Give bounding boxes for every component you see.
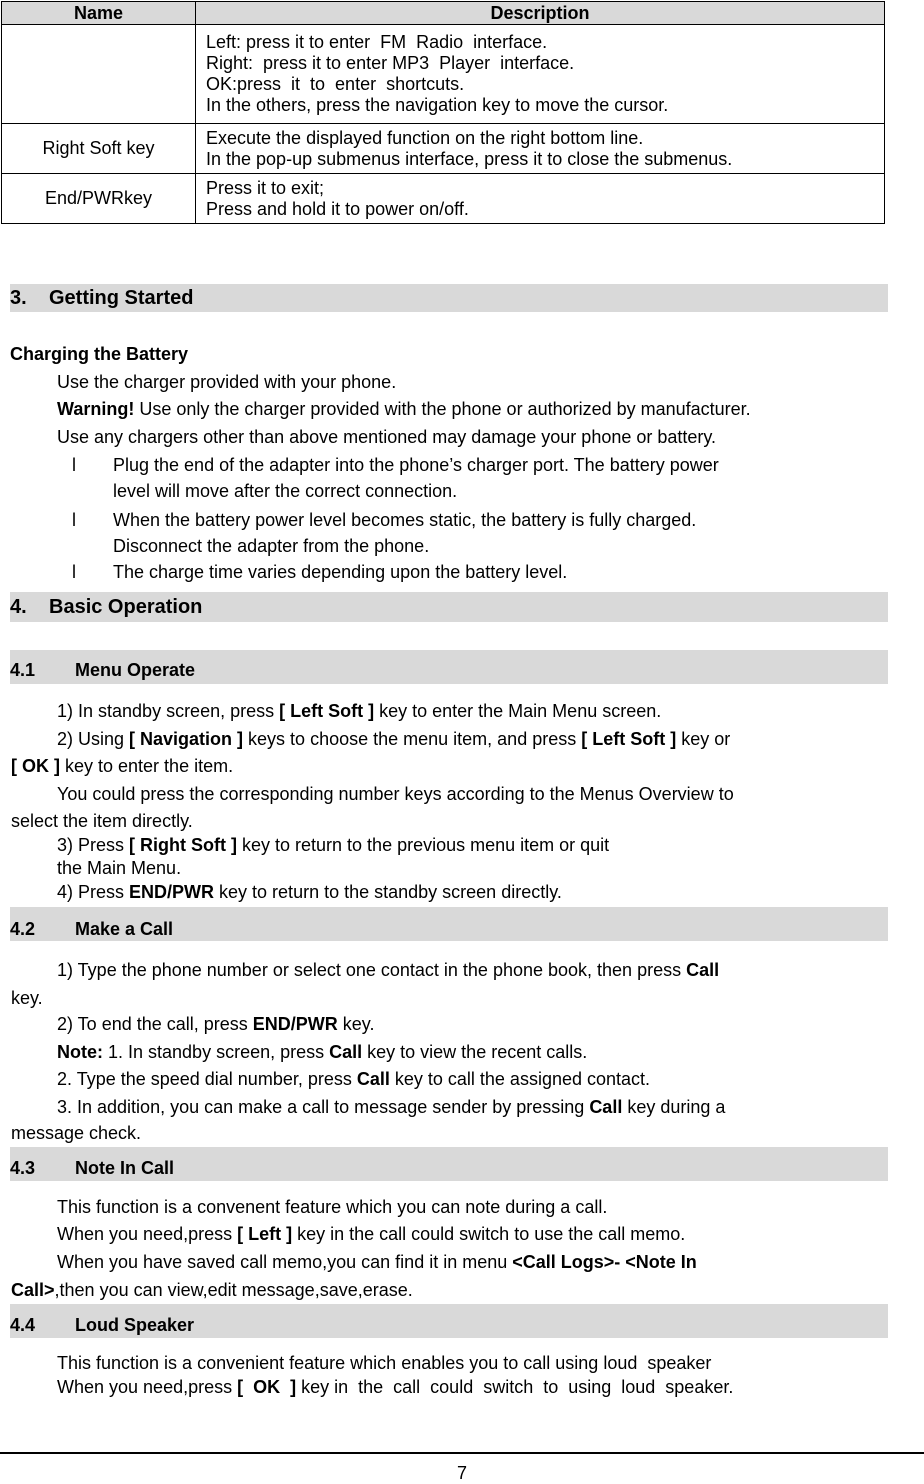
description-line: OK:press it to enter shortcuts. <box>206 74 465 94</box>
key-name-cell: End/PWRkey <box>2 174 196 224</box>
text-run: key or <box>676 729 731 749</box>
bullet-line: Plug the end of the adapter into the phone’s charger port. The battery power <box>113 455 719 475</box>
paragraph-line <box>11 755 233 777</box>
key-label: [ Right Soft ] <box>129 835 237 855</box>
key-name-cell <box>2 25 196 124</box>
text-run: 3. In addition, you can make a call to message sender by pressing <box>57 1097 590 1117</box>
text-run: 1. In standby screen, press <box>103 1042 330 1062</box>
paragraph-line: This function is a convenient feature which enables you to call using loud speaker <box>57 1353 712 1373</box>
bullet-marker: l <box>72 455 76 475</box>
table-header-row <box>2 2 885 25</box>
text-run: 1) In standby screen, press <box>57 701 280 721</box>
paragraph-line <box>57 1096 725 1118</box>
text-run: 2) To end the call, press <box>57 1014 253 1034</box>
text-run: When you need,press <box>57 1377 238 1397</box>
key-label: [ Navigation ] <box>129 729 244 749</box>
paragraph-line: key. <box>11 988 43 1008</box>
paragraph-line: You could press the corresponding number keys according to the Menus Overview to <box>57 784 734 804</box>
menu-path: <Call Logs>- <Note In <box>512 1252 697 1272</box>
section-number: 3. <box>10 287 27 309</box>
paragraph-line <box>57 834 609 856</box>
key-label: END/PWR <box>129 882 215 902</box>
key-label: Call <box>686 960 720 980</box>
key-label: [ Left Soft ] <box>581 729 677 749</box>
paragraph-line <box>57 700 661 722</box>
paragraph-line <box>57 728 730 750</box>
paragraph-line: select the item directly. <box>11 811 193 831</box>
description-line: Right: press it to enter MP3 Player interface. <box>206 53 575 73</box>
key-name-cell: Right Soft key <box>2 124 196 174</box>
paragraph-line <box>57 1376 733 1398</box>
description-line: In the pop-up submenus interface, press it to close the submenus. <box>206 148 733 169</box>
text-run: key in the call could switch to use the call memo. <box>292 1224 686 1244</box>
paragraph-line <box>57 881 562 903</box>
note-label: Note: <box>57 1042 103 1062</box>
text-run: 4) Press <box>57 882 130 902</box>
text-run: ,then you can view,edit message,save,erase. <box>54 1280 413 1300</box>
bullet-line: When the battery power level becomes static, the battery is fully charged. <box>113 510 697 530</box>
key-label: [ Left Soft ] <box>279 701 375 721</box>
paragraph-line: Use the charger provided with your phone. <box>57 372 397 392</box>
bullet-line: Disconnect the adapter from the phone. <box>113 536 430 556</box>
section-heading-getting-started <box>10 284 888 312</box>
bullet-line: The charge time varies depending upon the battery level. <box>113 562 568 582</box>
text-run: keys to choose the menu item, and press <box>243 729 582 749</box>
paragraph-line <box>57 1041 587 1063</box>
section-number: 4. <box>10 596 27 618</box>
key-label: [ Left ] <box>237 1224 293 1244</box>
text-run: key to view the recent calls. <box>362 1042 588 1062</box>
text-run: key in the call could switch to using loud speaker. <box>296 1377 734 1397</box>
subheading-charging: Charging the Battery <box>10 344 189 364</box>
text-run: 2. Type the speed dial number, press <box>57 1069 357 1089</box>
subsection-heading-make-a-call <box>10 907 888 941</box>
section-heading-basic-operation <box>10 592 888 622</box>
paragraph-line: Use any chargers other than above mentioned may damage your phone or battery. <box>57 427 717 447</box>
subsection-number: 4.2 <box>10 919 36 939</box>
header-description: Description <box>196 2 885 25</box>
table-row <box>2 174 885 224</box>
text-run: When you have saved call memo,you can find it in menu <box>57 1252 513 1272</box>
text-run: 2) Using <box>57 729 130 749</box>
subsection-title: Make a Call <box>75 919 174 939</box>
table-row <box>2 25 885 124</box>
paragraph-line <box>57 1223 685 1245</box>
text-run: key to call the assigned contact. <box>389 1069 651 1089</box>
section-title: Basic Operation <box>49 596 203 618</box>
key-label: [ OK ] <box>11 756 60 776</box>
header-name: Name <box>2 2 196 25</box>
text-run: key during a <box>622 1097 726 1117</box>
key-label: [ OK ] <box>237 1377 297 1397</box>
key-label: END/PWR <box>252 1014 338 1034</box>
description-line: Press and hold it to power on/off. <box>206 198 469 219</box>
table-row <box>2 124 885 174</box>
subsection-heading-note-in-call <box>10 1147 888 1181</box>
subsection-title: Menu Operate <box>75 660 196 680</box>
warning-text: Use only the charger provided with the phone or authorized by manufacturer. <box>134 399 751 419</box>
key-description-cell <box>196 25 885 124</box>
subsection-title: Note In Call <box>75 1158 175 1178</box>
paragraph-line: the Main Menu. <box>57 858 182 878</box>
paragraph-line <box>57 1068 650 1090</box>
key-description-cell <box>196 174 885 224</box>
description-line: Execute the displayed function on the right bottom line. <box>206 127 644 148</box>
text-run: 3) Press <box>57 835 130 855</box>
paragraph-line <box>57 1251 697 1273</box>
paragraph-line: message check. <box>11 1123 142 1143</box>
menu-path: Call> <box>11 1280 55 1300</box>
bullet-marker: l <box>72 562 76 582</box>
subsection-title: Loud Speaker <box>75 1315 195 1335</box>
section-title: Getting Started <box>49 287 194 309</box>
description-line: Press it to exit; <box>206 177 325 198</box>
text-run: key to enter the item. <box>60 756 234 776</box>
paragraph-line: This function is a convenent feature which you can note during a call. <box>57 1197 608 1217</box>
warning-label: Warning! <box>57 399 135 419</box>
key-label: Call <box>356 1069 390 1089</box>
key-description-table <box>1 1 885 224</box>
text-run: key to enter the Main Menu screen. <box>374 701 662 721</box>
page-number: 7 <box>456 1463 467 1483</box>
text-run: key. <box>337 1014 375 1034</box>
subsection-heading-loud-speaker <box>10 1304 888 1338</box>
description-line: In the others, press the navigation key to move the cursor. <box>206 95 669 115</box>
key-label: Call <box>589 1097 623 1117</box>
bullet-marker: l <box>72 510 76 530</box>
bullet-line: level will move after the correct connection. <box>113 481 458 501</box>
paragraph-line <box>57 398 751 420</box>
key-description-cell <box>196 124 885 174</box>
description-line: Left: press it to enter FM Radio interface. <box>206 32 548 52</box>
subsection-number: 4.1 <box>10 660 36 680</box>
paragraph-line <box>57 959 719 981</box>
text-run: When you need,press <box>57 1224 238 1244</box>
subsection-number: 4.4 <box>10 1315 36 1335</box>
subsection-heading-menu-operate <box>10 650 888 684</box>
paragraph-line <box>57 1013 374 1035</box>
key-label: Call <box>329 1042 363 1062</box>
subsection-number: 4.3 <box>10 1158 36 1178</box>
paragraph-line <box>11 1279 413 1301</box>
footer-rule <box>0 1452 924 1454</box>
text-run: key to return to the previous menu item or quit <box>237 835 610 855</box>
text-run: key to return to the standby screen directly. <box>214 882 562 902</box>
text-run: 1) Type the phone number or select one contact in the phone book, then press <box>57 960 687 980</box>
